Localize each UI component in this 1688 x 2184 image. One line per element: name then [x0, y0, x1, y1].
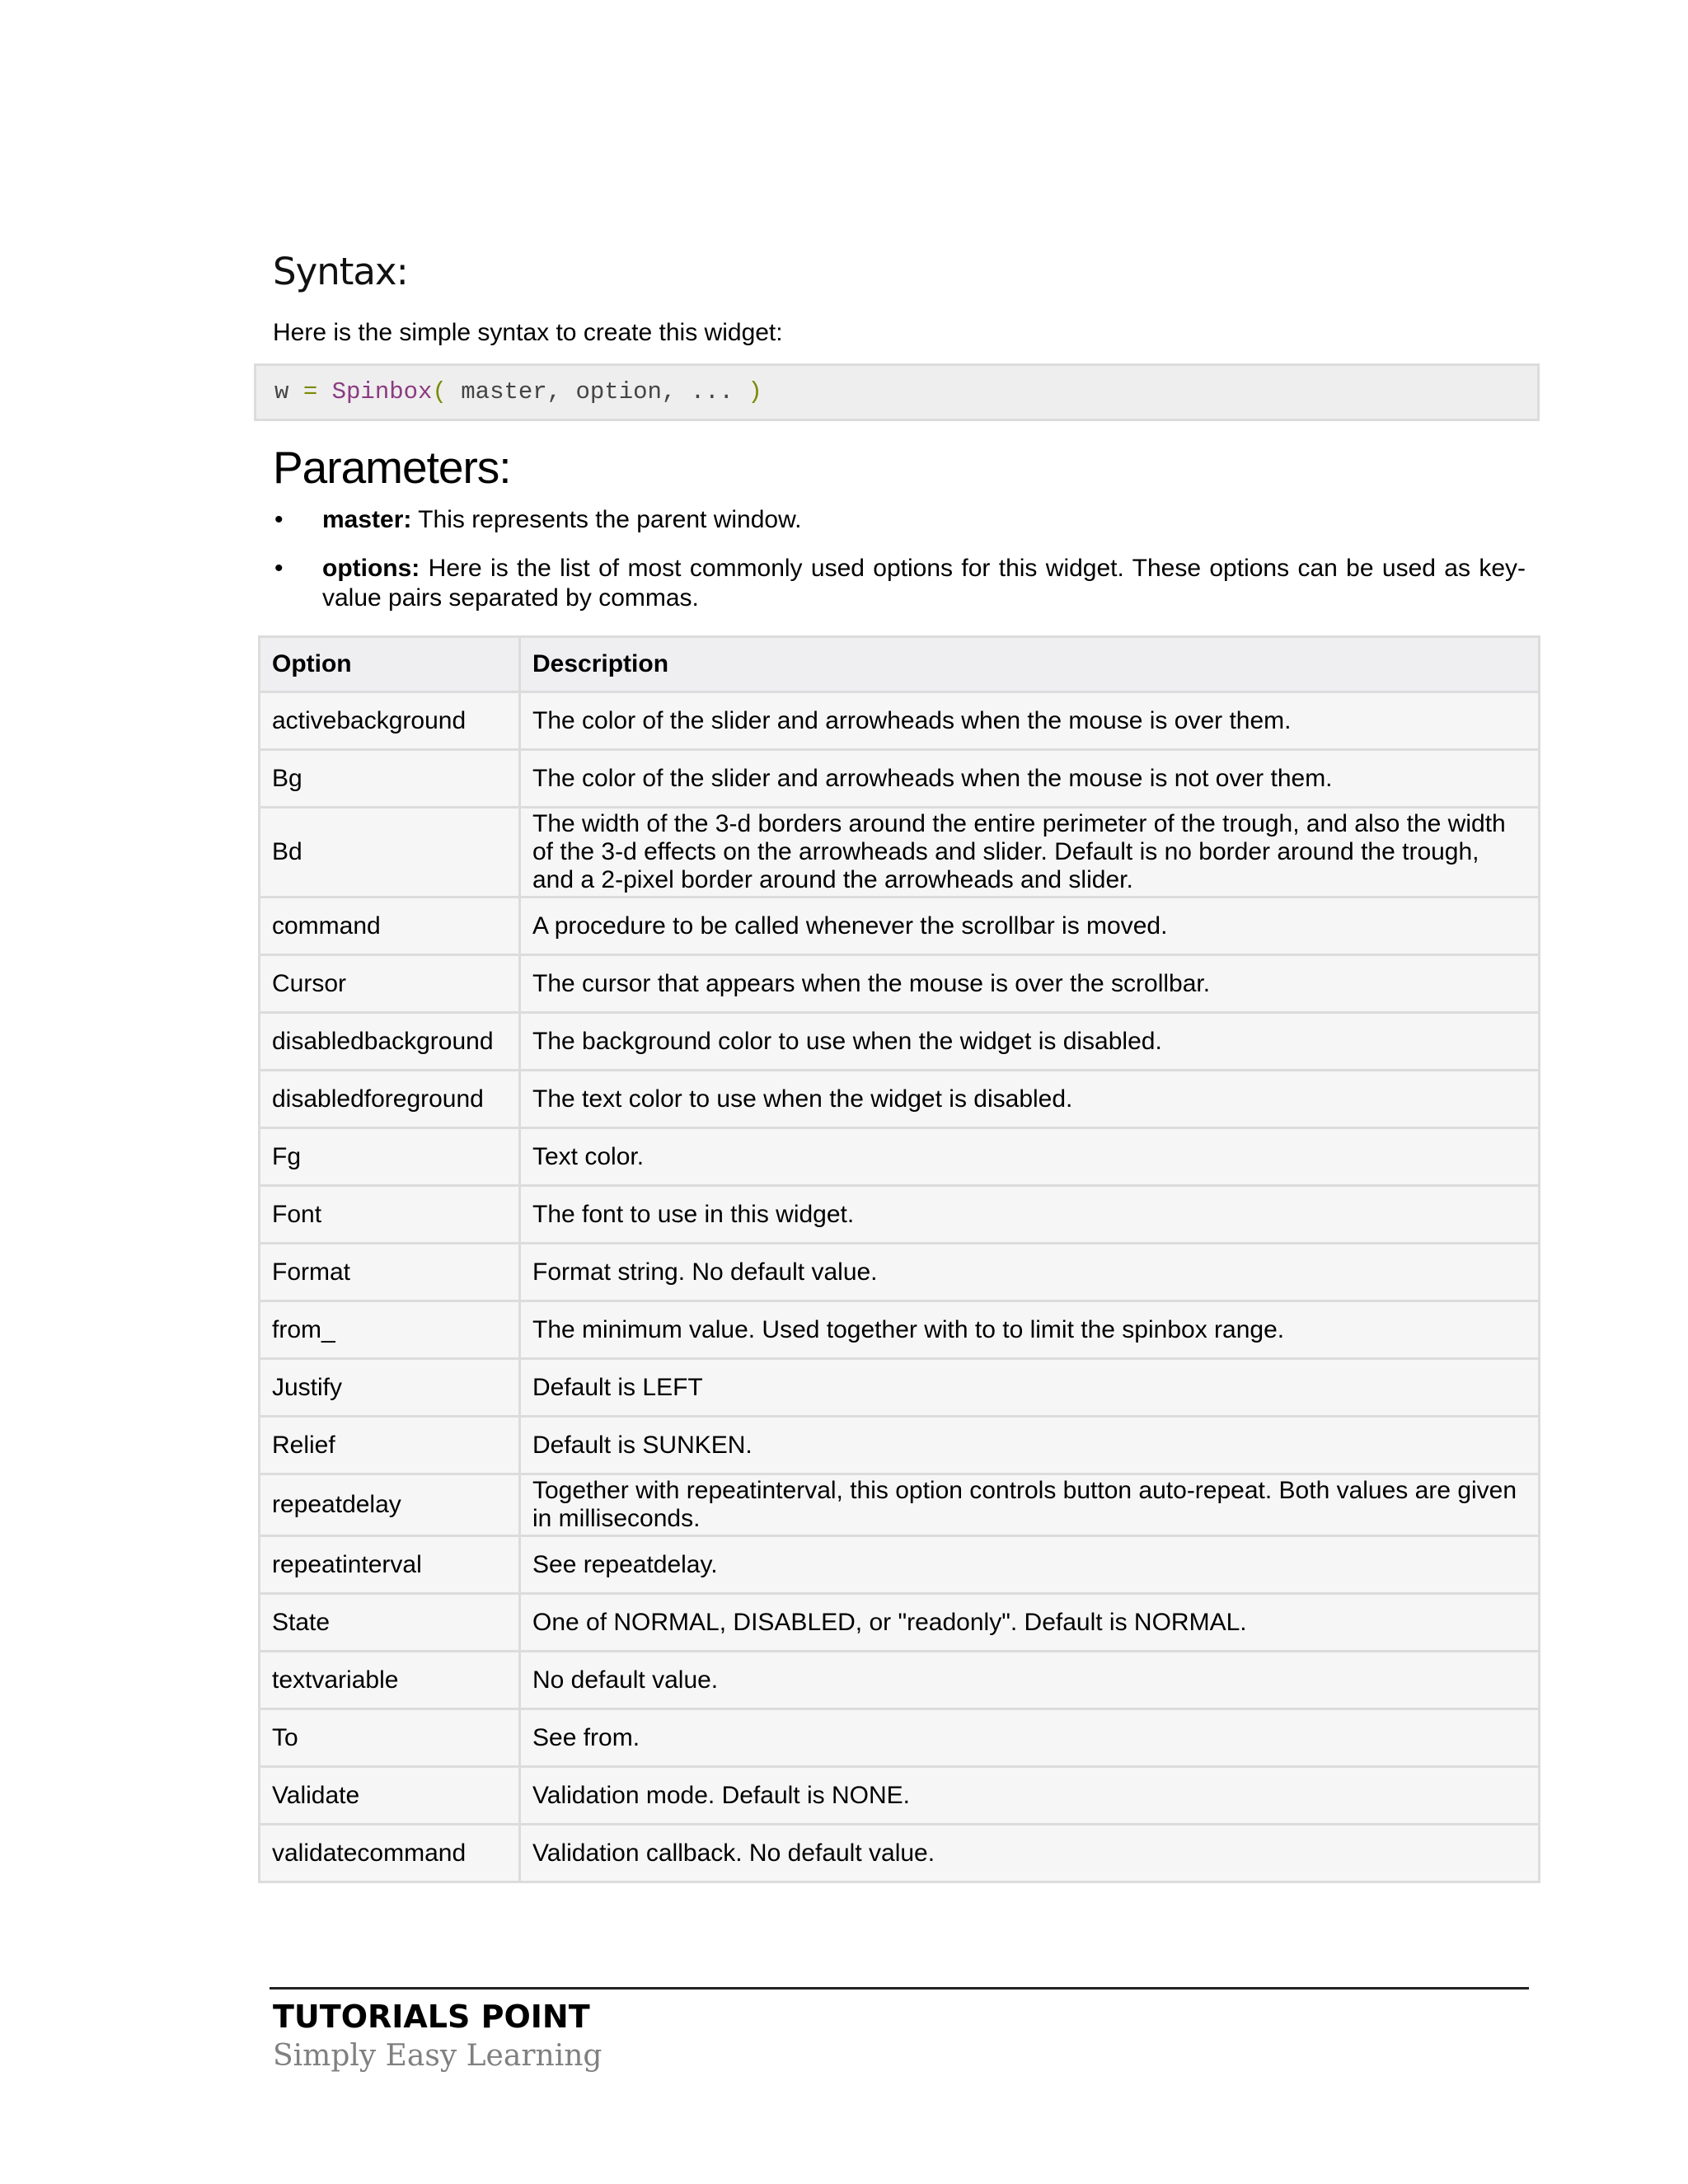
table-row [260, 692, 1540, 750]
code-open-paren: ( [432, 378, 447, 405]
table-row [260, 1594, 1540, 1652]
code-variable: w [274, 378, 289, 405]
list-item [273, 554, 1526, 613]
option-name: Bd [260, 808, 520, 898]
option-description: The color of the slider and arrowheads when the mouse is not over them. [520, 750, 1540, 808]
option-description: The minimum value. Used together with to to limit the spinbox range. [520, 1301, 1540, 1359]
option-description: No default value. [520, 1652, 1540, 1709]
footer-divider [270, 1987, 1529, 1990]
code-block [254, 363, 1540, 421]
code-arguments: master, option, ... [461, 378, 734, 405]
table-row [260, 1071, 1540, 1128]
option-name: Relief [260, 1417, 520, 1474]
option-description: The width of the 3-d borders around the entire perimeter of the trough, and also the width of the 3-d effects on the arrowheads and slider. Default is no border around the trough, and a 2-pixel border around the arrowheads and slider. [520, 808, 1540, 898]
table-row [260, 955, 1540, 1013]
table-header-row [260, 637, 1540, 692]
param-text: Here is the list of most commonly used options for this widget. These options can be used as key-value pairs separated by commas. [322, 555, 1526, 612]
table-row [260, 1244, 1540, 1301]
footer-brand: TUTORIALS POINT [273, 1999, 590, 2035]
column-header-description: Description [520, 637, 1540, 692]
table-row [260, 1186, 1540, 1244]
table-row [260, 1536, 1540, 1594]
parameters-heading: Parameters: [273, 442, 511, 493]
code-equals: = [302, 378, 318, 405]
option-name: command [260, 898, 520, 955]
code-function: Spinbox [331, 378, 433, 405]
option-description: One of NORMAL, DISABLED, or "readonly". Default is NORMAL. [520, 1594, 1540, 1652]
syntax-intro: Here is the simple syntax to create this widget: [273, 319, 783, 346]
table-row [260, 1359, 1540, 1417]
option-name: disabledbackground [260, 1013, 520, 1071]
option-description: Together with repeatinterval, this option controls button auto-repeat. Both values are given in milliseconds. [520, 1474, 1540, 1536]
table-row [260, 1825, 1540, 1882]
option-name: Bg [260, 750, 520, 808]
option-name: To [260, 1709, 520, 1767]
param-term: options: [322, 555, 420, 582]
option-description: The text color to use when the widget is disabled. [520, 1071, 1540, 1128]
code-close-paren: ) [748, 378, 762, 405]
footer-tagline: Simply Easy Learning [273, 2039, 603, 2073]
option-description: The background color to use when the widget is disabled. [520, 1013, 1540, 1071]
table-row [260, 1417, 1540, 1474]
option-name: Validate [260, 1767, 520, 1825]
option-name: repeatdelay [260, 1474, 520, 1536]
option-description: Default is LEFT [520, 1359, 1540, 1417]
option-description: Validation mode. Default is NONE. [520, 1767, 1540, 1825]
option-name: Fg [260, 1128, 520, 1186]
option-name: from_ [260, 1301, 520, 1359]
option-description: Text color. [520, 1128, 1540, 1186]
option-description: The color of the slider and arrowheads when the mouse is over them. [520, 692, 1540, 750]
bullet-icon: • [274, 506, 284, 533]
list-item [273, 505, 1526, 535]
table-row [260, 1652, 1540, 1709]
table-row [260, 1301, 1540, 1359]
option-name: disabledforeground [260, 1071, 520, 1128]
column-header-option: Option [260, 637, 520, 692]
table-row [260, 750, 1540, 808]
option-name: Format [260, 1244, 520, 1301]
option-description: The font to use in this widget. [520, 1186, 1540, 1244]
bullet-icon: • [274, 555, 284, 582]
table-row [260, 1709, 1540, 1767]
table-row [260, 1013, 1540, 1071]
option-description: Validation callback. No default value. [520, 1825, 1540, 1882]
option-name: Justify [260, 1359, 520, 1417]
param-term: master: [322, 506, 412, 533]
table-row [260, 808, 1540, 898]
option-name: Font [260, 1186, 520, 1244]
option-description: See from. [520, 1709, 1540, 1767]
table-row [260, 1128, 1540, 1186]
option-name: repeatinterval [260, 1536, 520, 1594]
option-name: activebackground [260, 692, 520, 750]
parameters-list [273, 505, 1526, 632]
param-text: This represents the parent window. [411, 506, 802, 533]
table-row [260, 1474, 1540, 1536]
table-row [260, 1767, 1540, 1825]
syntax-heading: Syntax: [273, 250, 408, 293]
option-description: Default is SUNKEN. [520, 1417, 1540, 1474]
option-description: The cursor that appears when the mouse is over the scrollbar. [520, 955, 1540, 1013]
options-table [258, 635, 1540, 1883]
option-name: textvariable [260, 1652, 520, 1709]
option-description: See repeatdelay. [520, 1536, 1540, 1594]
option-name: validatecommand [260, 1825, 520, 1882]
option-description: A procedure to be called whenever the scrollbar is moved. [520, 898, 1540, 955]
option-name: Cursor [260, 955, 520, 1013]
option-name: State [260, 1594, 520, 1652]
table-row [260, 898, 1540, 955]
option-description: Format string. No default value. [520, 1244, 1540, 1301]
